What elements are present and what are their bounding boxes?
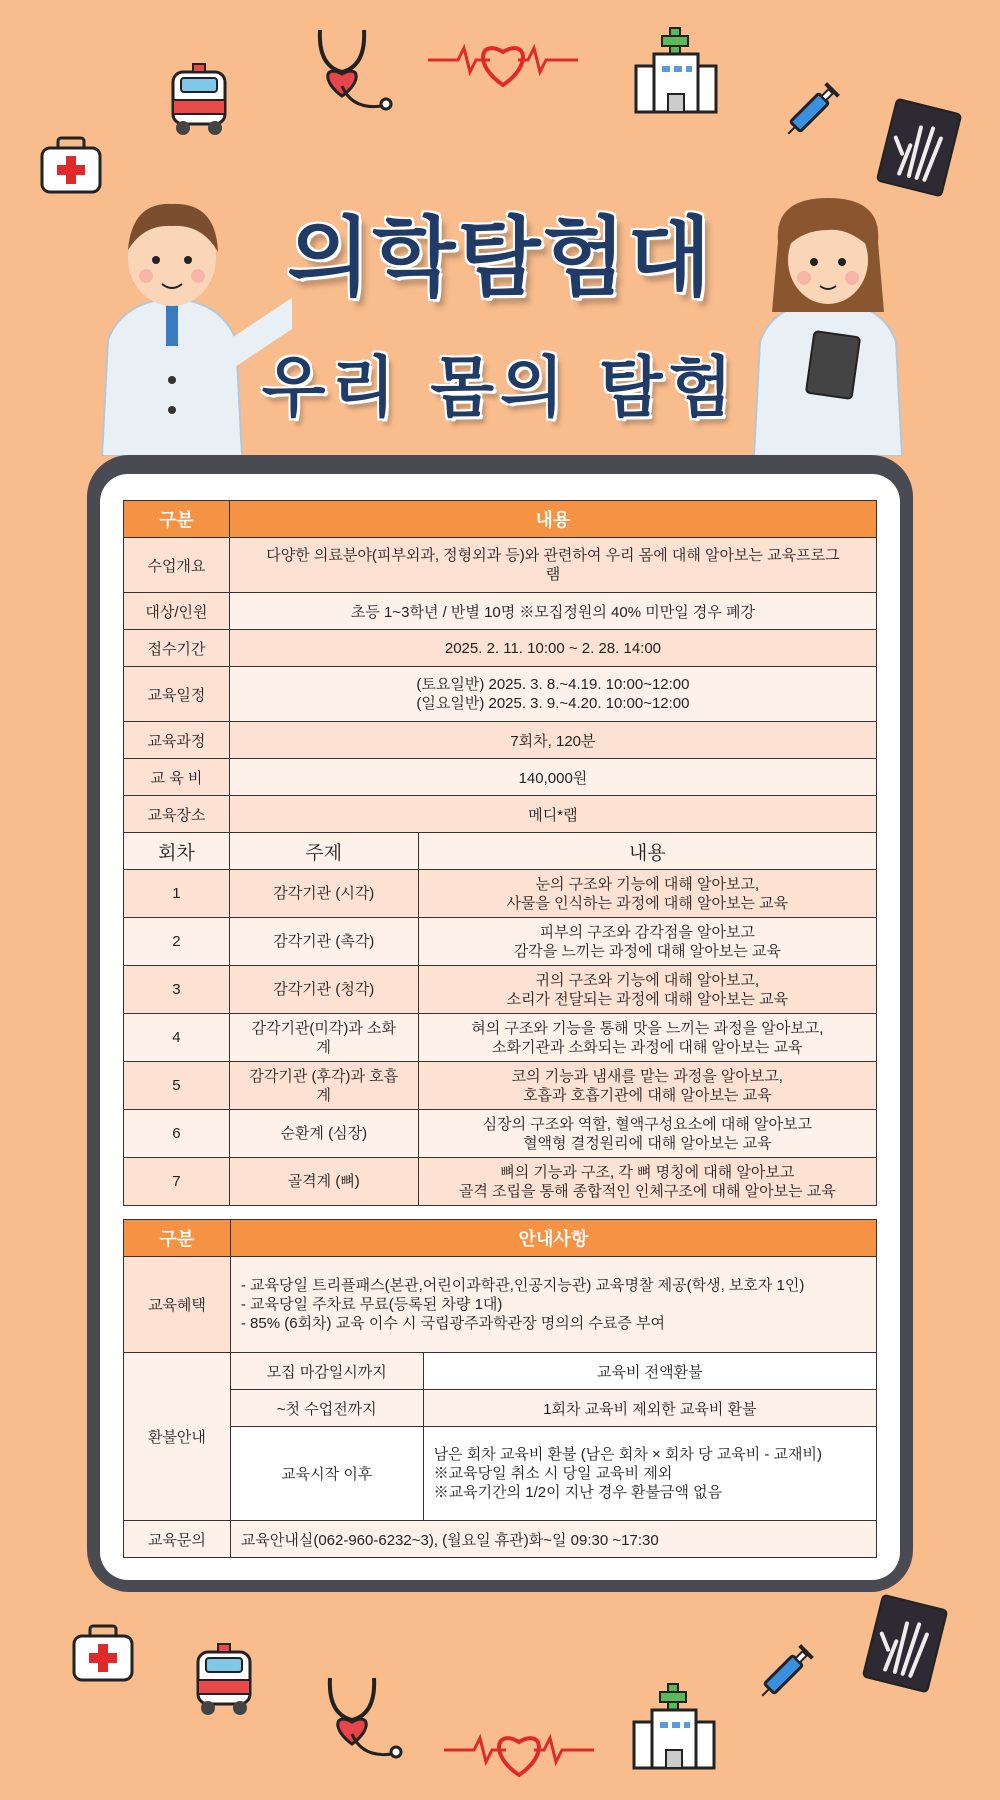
refund-policy: 남은 회차 교육비 환불 (남은 회차 × 회차 당 교육비 - 교재비) ※교육당일 취소 시 당일 교육비 제외 ※교육기간의 1/2이 지난 경우 환불금액 없음	[423, 1427, 876, 1521]
session-no: 3	[124, 966, 230, 1014]
refund-policy: 교육비 전액환불	[423, 1353, 876, 1390]
header-notice: 안내사항	[230, 1220, 876, 1257]
session-topic: 순환계 (심장)	[229, 1110, 418, 1158]
benefits-label: 교육혜택	[124, 1257, 231, 1353]
session-no: 4	[124, 1014, 230, 1062]
refund-when: ~첫 수업전까지	[230, 1390, 423, 1427]
xray-hand-icon	[876, 98, 966, 198]
first-aid-kit-icon	[68, 1618, 138, 1688]
refund-label: 환불안내	[124, 1353, 231, 1521]
refund-policy: 1회차 교육비 제외한 교육비 환불	[423, 1390, 876, 1427]
hospital-icon	[630, 1682, 718, 1772]
heartbeat-icon	[444, 1720, 594, 1782]
xray-hand-icon	[862, 1594, 952, 1694]
session-content: 혀의 구조와 기능을 통해 맛을 느끼는 과정을 알아보고, 소화기관과 소화되는 과정에 대해 알아보는 교육	[418, 1014, 876, 1062]
contact-text: 교육안내실(062-960-6232~3), (월요일 휴관)화~일 09:30 ~17:30	[230, 1521, 876, 1558]
ambulance-icon	[190, 1642, 260, 1722]
session-content: 귀의 구조와 기능에 대해 알아보고, 소리가 전달되는 과정에 대해 알아보는 교육	[418, 966, 876, 1014]
session-content: 피부의 구조와 감각점을 알아보고 감각을 느끼는 과정에 대해 알아보는 교육	[418, 918, 876, 966]
session-topic: 감각기관 (후각)과 호흡 계	[229, 1062, 418, 1110]
session-topic: 감각기관(미각)과 소화 계	[229, 1014, 418, 1062]
stethoscope-heart-icon	[312, 26, 402, 116]
session-topic: 감각기관 (청각)	[229, 966, 418, 1014]
notice-table	[123, 1219, 877, 1558]
stethoscope-heart-icon	[322, 1674, 412, 1764]
row-label: 접수기간	[124, 630, 230, 667]
row-value: 7회차, 120분	[229, 722, 876, 759]
info-table	[123, 500, 877, 1206]
row-value: 140,000원	[229, 759, 876, 796]
row-label: 교육장소	[124, 796, 230, 833]
syringe-icon	[752, 1636, 822, 1706]
session-no: 2	[124, 918, 230, 966]
session-no: 1	[124, 870, 230, 918]
session-topic: 감각기관 (시각)	[229, 870, 418, 918]
session-header-content: 내용	[418, 833, 876, 870]
session-no: 6	[124, 1110, 230, 1158]
session-content: 심장의 구조와 역할, 혈액구성요소에 대해 알아보고 혈액형 결정원리에 대해 알아보는 교육	[418, 1110, 876, 1158]
session-header-no: 회차	[124, 833, 230, 870]
row-label: 교육일정	[124, 667, 230, 722]
ambulance-icon	[165, 62, 235, 142]
hospital-icon	[632, 26, 720, 116]
syringe-icon	[778, 74, 848, 144]
heartbeat-icon	[428, 30, 578, 92]
session-no: 5	[124, 1062, 230, 1110]
session-header-topic: 주제	[229, 833, 418, 870]
row-label: 교 육 비	[124, 759, 230, 796]
row-value: 초등 1~3학년 / 반별 10명 ※모집정원의 40% 미만일 경우 폐강	[229, 593, 876, 630]
row-value: 다양한 의료분야(피부외과, 정형외과 등)와 관련하여 우리 몸에 대해 알아보는 교육프로그 램	[229, 538, 876, 593]
session-no: 7	[124, 1158, 230, 1206]
session-topic: 감각기관 (촉각)	[229, 918, 418, 966]
benefits-list: - 교육당일 트리플패스(본관,어린이과학관,인공지능관) 교육명찰 제공(학생, 보호자 1인) - 교육당일 주차료 무료(등록된 차량 1대) - 85% (6회차) 교육 이수 시 국립광주과학관장 명의의 수료증 부여	[230, 1257, 876, 1353]
row-value: (토요일반) 2025. 3. 8.~4.19. 10:00~12:00 (일요일반) 2025. 3. 9.~4.20. 10:00~12:00	[229, 667, 876, 722]
refund-when: 모집 마감일시까지	[230, 1353, 423, 1390]
contact-label: 교육문의	[124, 1521, 231, 1558]
session-content: 눈의 구조와 기능에 대해 알아보고, 사물을 인식하는 과정에 대해 알아보는 교육	[418, 870, 876, 918]
row-label: 대상/인원	[124, 593, 230, 630]
session-content: 뼈의 기능과 구조, 각 뼈 명칭에 대해 알아보고 골격 조립을 통해 종합적인 인체구조에 대해 알아보는 교육	[418, 1158, 876, 1206]
row-value: 2025. 2. 11. 10:00 ~ 2. 28. 14:00	[229, 630, 876, 667]
header-category: 구분	[124, 501, 230, 538]
header-content: 내용	[229, 501, 876, 538]
row-label: 수업개요	[124, 538, 230, 593]
page-title: 의학탐험대	[287, 208, 713, 308]
page-subtitle: 우리 몸의 탐험	[261, 349, 739, 426]
row-label: 교육과정	[124, 722, 230, 759]
header-category: 구분	[124, 1220, 231, 1257]
session-content: 코의 기능과 냄새를 맡는 과정을 알아보고, 호흡과 호흡기관에 대해 알아보는 교육	[418, 1062, 876, 1110]
session-topic: 골격계 (뼈)	[229, 1158, 418, 1206]
refund-when: 교육시작 이후	[230, 1427, 423, 1521]
row-value: 메디*랩	[229, 796, 876, 833]
